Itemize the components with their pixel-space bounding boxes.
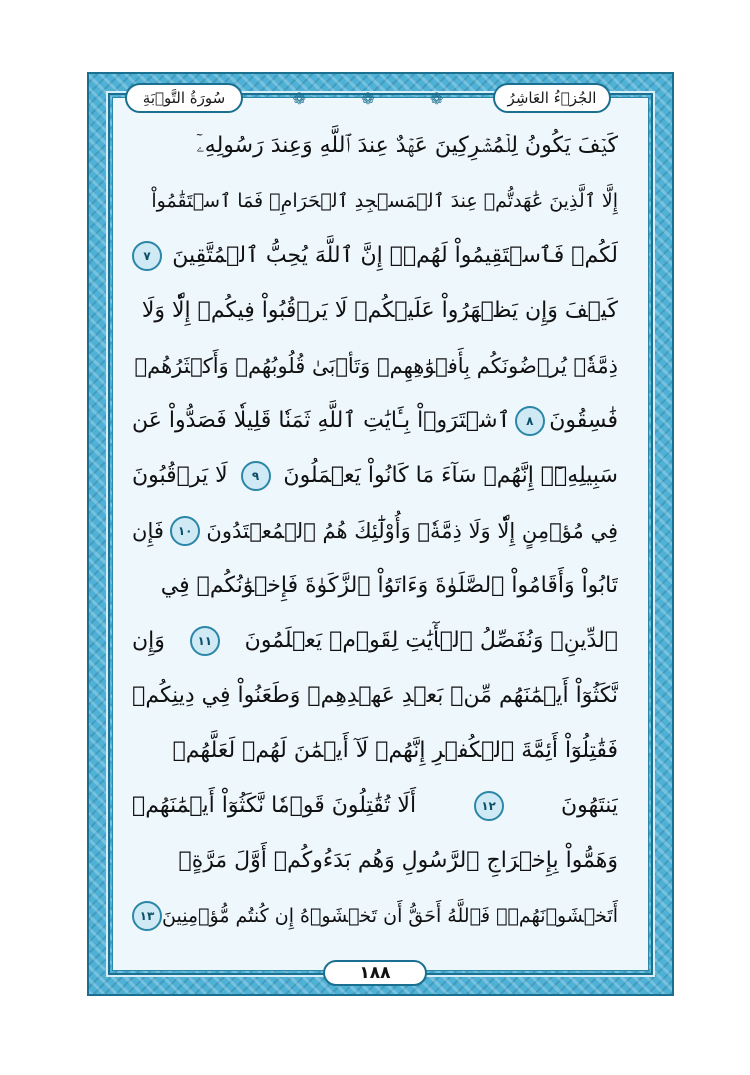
floral-ornament-icon: ❁ — [361, 88, 375, 108]
text-line — [132, 613, 618, 668]
ayah-number-marker: ١٣ — [132, 901, 162, 931]
line-text: أَتَخۡشَوۡنَهُمۡۚ فَٱللَّهُ أَحَقُّ أَن تَخۡشَوۡهُ إِن كُنتُم مُّؤۡمِنِينَ — [162, 904, 618, 927]
ayah-number-marker: ٩ — [241, 461, 271, 491]
line-text: فَٰسِقُونَ — [549, 408, 618, 433]
page-number: ١٨٨ — [323, 960, 427, 986]
floral-ornament-icon: ❁ — [292, 88, 307, 108]
line-text: كَيۡفَ وَإِن يَظۡهَرُواْ عَلَيۡكُمۡ لَا يَرۡقُبُواْ فِيكُمۡ إِلّٗا وَلَا — [141, 298, 618, 323]
text-line — [132, 173, 618, 228]
juz-name-cartouche: الجُزۡءُ العَاشِرُ — [493, 83, 611, 113]
text-line — [132, 393, 618, 448]
text-line — [132, 283, 618, 338]
text-line — [132, 778, 618, 833]
text-line — [132, 668, 618, 723]
line-text: وَإِن — [132, 628, 165, 653]
line-text: وَهَمُّواْ بِإِخۡرَاجِ ٱلرَّسُولِ وَهُم بَدَءُوكُمۡ أَوَّلَ مَرَّةٍۚ — [178, 848, 618, 873]
text-line — [132, 448, 618, 503]
floral-ornament-icon: ❁ — [429, 88, 444, 108]
text-line — [132, 338, 618, 393]
ayah-number-marker: ١٠ — [170, 516, 200, 546]
header-ornament — [265, 86, 471, 110]
line-text: كَيۡفَ يَكُونُ لِلۡمُشۡرِكِينَ عَهۡدٌ عِندَ ٱللَّهِ وَعِندَ رَسُولِهِۦٓ — [196, 133, 618, 158]
surah-name-cartouche: سُورَةُ التَّوۡبَةِ — [125, 83, 243, 113]
line-text: نَّكَثُوٓاْ أَيۡمَٰنَهُم مِّنۢ بَعۡدِ عَهۡدِهِمۡ وَطَعَنُواْ فِي دِينِكُمۡ — [132, 683, 618, 708]
quran-text-body — [132, 118, 618, 943]
ayah-number-marker: ١١ — [190, 626, 220, 656]
text-line — [132, 888, 618, 943]
line-text: ذِمَّةٗۚ يُرۡضُونَكُم بِأَفۡوَٰهِهِمۡ وَتَأۡبَىٰ قُلُوبُهُمۡ وَأَكۡثَرُهُمۡ — [134, 353, 618, 378]
ayah-number-marker: ٧ — [132, 241, 162, 271]
line-text: إِلَّا ٱلَّذِينَ عَٰهَدتُّمۡ عِندَ ٱلۡمَسۡجِدِ ٱلۡحَرَامِۖ فَمَا ٱسۡتَقَٰمُواْ — [151, 189, 618, 212]
text-line — [132, 833, 618, 888]
ayah-number-marker: ١٢ — [474, 791, 504, 821]
line-text: فَقَٰتِلُوٓاْ أَئِمَّةَ ٱلۡكُفۡرِ إِنَّهُمۡ لَآ أَيۡمَٰنَ لَهُمۡ لَعَلَّهُمۡ — [172, 738, 618, 763]
line-text: فِي مُؤۡمِنٍ إِلّٗا وَلَا ذِمَّةٗۚ وَأُوْلَٰٓئِكَ هُمُ ٱلۡمُعۡتَدُونَ — [206, 518, 618, 543]
line-text: ٱلدِّينِۗ وَنُفَصِّلُ ٱلۡأٓيَٰتِ لِقَوۡمٖ يَعۡلَمُونَ — [244, 628, 618, 653]
text-line — [132, 503, 618, 558]
line-text: لَكُمۡ فَٱسۡتَقِيمُواْ لَهُمۡۚ إِنَّ ٱللَّهَ يُحِبُّ ٱلۡمُتَّقِينَ — [172, 243, 618, 268]
line-text: ٱشۡتَرَوۡاْ بِـَٔايَٰتِ ٱللَّهِ ثَمَنٗا قَلِيلٗا فَصَدُّواْ عَن — [132, 408, 511, 433]
text-line — [132, 723, 618, 778]
text-line — [132, 118, 618, 173]
text-line — [132, 558, 618, 613]
text-line — [132, 228, 618, 283]
line-text: تَابُواْ وَأَقَامُواْ ٱلصَّلَوٰةَ وَءَاتَوُاْ ٱلزَّكَوٰةَ فَإِخۡوَٰنُكُمۡ فِي — [160, 573, 618, 598]
line-text: يَنتَهُونَ — [560, 793, 618, 818]
ayah-number-marker: ٨ — [515, 406, 545, 436]
line-text: فَإِن — [132, 518, 164, 543]
line-text: أَلَا تُقَٰتِلُونَ قَوۡمٗا نَّكَثُوٓاْ أَيۡمَٰنَهُمۡ — [132, 793, 417, 818]
line-text: سَبِيلِهِۦٓۚ إِنَّهُمۡ سَآءَ مَا كَانُواْ يَعۡمَلُونَ — [283, 463, 618, 488]
line-text: لَا يَرۡقُبُونَ — [132, 463, 228, 488]
